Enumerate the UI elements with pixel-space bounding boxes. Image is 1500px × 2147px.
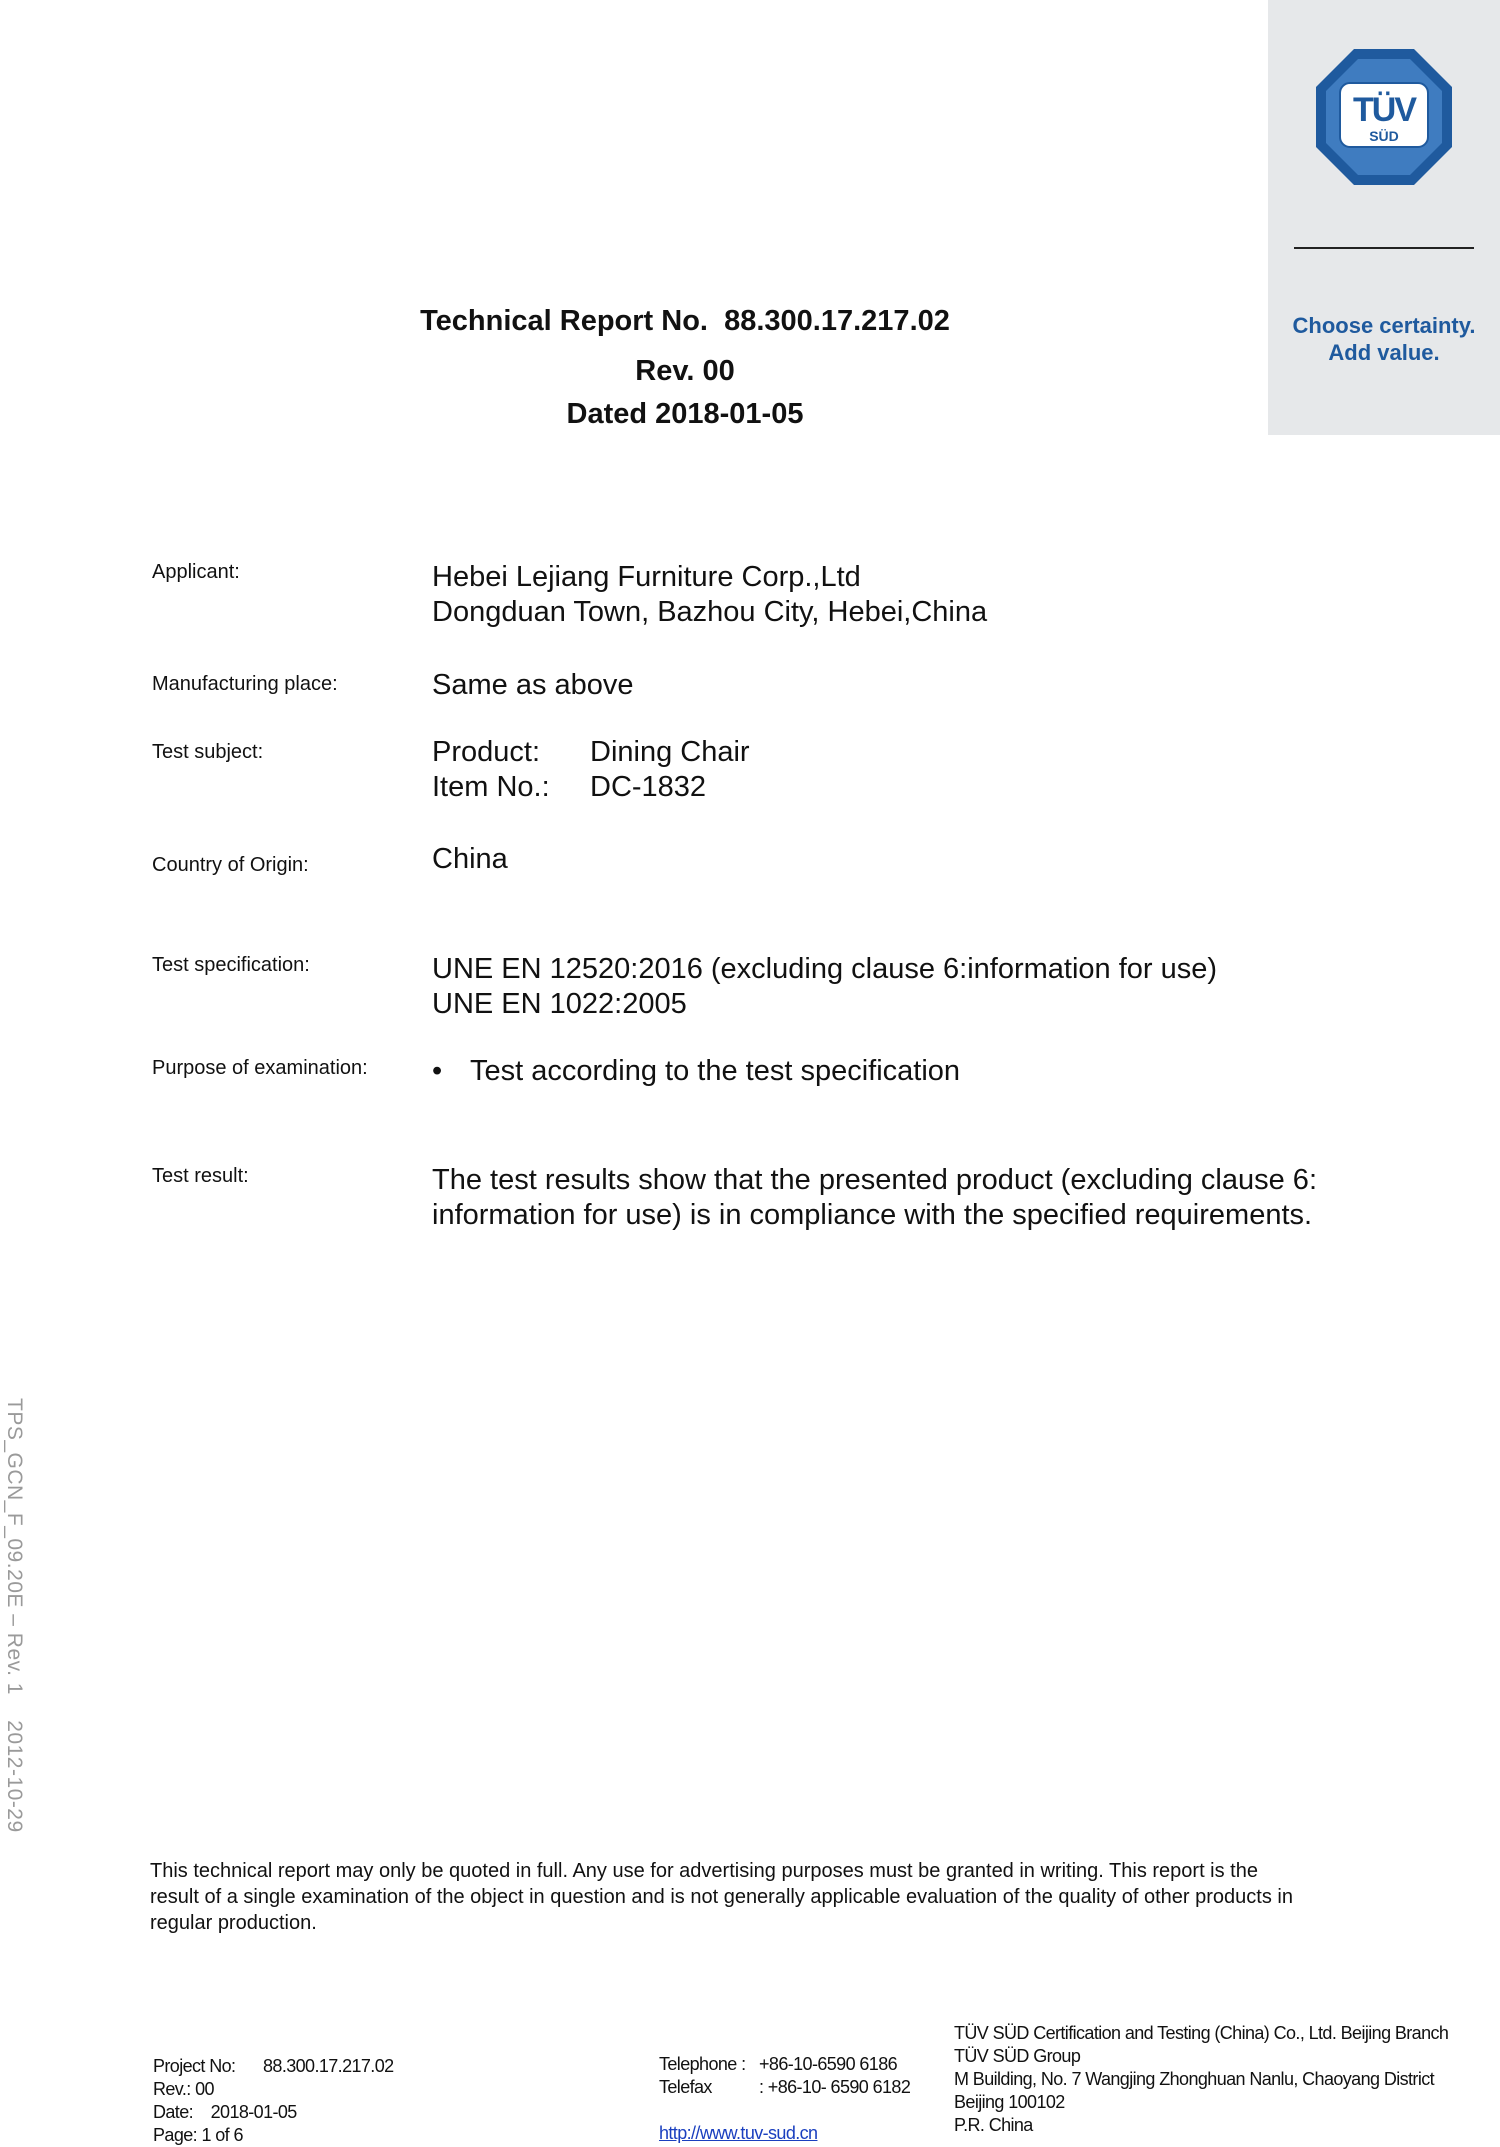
tuv-sud-logo [1312, 45, 1456, 189]
telephone-key: Telephone : [659, 2054, 746, 2074]
footer-contact [659, 2053, 910, 2145]
logo-text-top: TÜV [1353, 91, 1415, 129]
result-line2: information for use) is in compliance with the specified requirements. [432, 1199, 1313, 1231]
purpose-text: Test according to the test specification [470, 1055, 961, 1087]
spec-line2: UNE EN 1022:2005 [432, 988, 687, 1020]
telefax-value: : +86-10- 6590 6182 [759, 2077, 911, 2097]
disclaimer-line3: regular production. [150, 1912, 317, 1934]
project-key: Project No: [153, 2056, 236, 2076]
form-code-side-text: TPS_GCN_F_09.20E – Rev. 1 2012-10-29 [3, 1398, 26, 1833]
test-subject-label: Test subject: [152, 741, 264, 763]
country-value: China [432, 843, 508, 875]
project-value: 88.300.17.217.02 [263, 2056, 394, 2076]
company-line1: TÜV SÜD Certification and Testing (China) Co., Ltd. Beijing Branch [954, 2023, 1449, 2043]
result-line1: The test results show that the presented product (excluding clause 6: [432, 1164, 1317, 1196]
purpose-label: Purpose of examination: [152, 1057, 368, 1079]
report-label: Technical Report No. [420, 305, 708, 337]
rev-key: Rev.: [153, 2079, 191, 2099]
report-date: Dated 2018-01-05 [566, 398, 804, 430]
item-key: Item No.: [432, 771, 550, 803]
test-specification-value [432, 952, 1217, 1022]
applicant-address: Dongduan Town, Bazhou City, Hebei,China [432, 596, 988, 628]
disclaimer-line1: This technical report may only be quoted in full. Any use for advertising purposes must be granted in writing. This report is the [150, 1860, 1258, 1882]
spec-line1: UNE EN 12520:2016 (excluding clause 6:information for use) [432, 953, 1218, 985]
item-row [432, 770, 750, 805]
report-number: 88.300.17.217.02 [724, 305, 950, 337]
disclaimer [150, 1858, 1410, 1936]
telephone-value: +86-10-6590 6186 [759, 2054, 898, 2074]
test-specification-label: Test specification: [152, 954, 310, 976]
manufacturing-place-label: Manufacturing place: [152, 673, 338, 695]
page-value: 1 of 6 [201, 2125, 243, 2145]
rev-value: 00 [195, 2079, 214, 2099]
page-key: Page: [153, 2125, 198, 2145]
brand-tagline [1268, 312, 1500, 366]
logo-text-bottom: SÜD [1369, 128, 1399, 144]
company-line4: Beijing 100102 [954, 2092, 1065, 2112]
brand-divider [1294, 247, 1474, 249]
footer-project-info [153, 2055, 394, 2147]
tagline-line2: Add value. [1328, 340, 1440, 365]
company-line2: TÜV SÜD Group [954, 2046, 1081, 2066]
disclaimer-line2: result of a single examination of the object in question and is not generally applicable evaluation of the quality of other products in [150, 1886, 1293, 1908]
manufacturing-place-value: Same as above [432, 669, 634, 701]
product-row [432, 735, 750, 770]
test-result-value [432, 1163, 1317, 1233]
website-link[interactable]: http://www.tuv-sud.cn [659, 2123, 818, 2143]
test-result-label: Test result: [152, 1165, 249, 1187]
date-value: 2018-01-05 [210, 2102, 297, 2122]
applicant-label: Applicant: [152, 561, 240, 583]
country-label: Country of Origin: [152, 854, 309, 876]
tuv-sud-logo-icon [1312, 45, 1456, 189]
product-key: Product: [432, 736, 540, 768]
applicant-value [432, 560, 987, 630]
test-subject-value [432, 735, 750, 805]
company-line5: P.R. China [954, 2115, 1033, 2135]
report-title [300, 305, 1070, 338]
company-line3: M Building, No. 7 Wangjing Zhonghuan Nanlu, Chaoyang District [954, 2069, 1435, 2089]
purpose-value [432, 1054, 960, 1089]
bullet-icon: • [432, 1055, 443, 1087]
item-value: DC-1832 [590, 771, 707, 803]
tagline-line1: Choose certainty. [1292, 313, 1476, 338]
product-value: Dining Chair [590, 736, 750, 768]
report-revision: Rev. 00 [635, 355, 735, 387]
date-key: Date: [153, 2102, 194, 2122]
applicant-name: Hebei Lejiang Furniture Corp.,Ltd [432, 561, 861, 593]
telefax-key: Telefax [659, 2077, 712, 2097]
